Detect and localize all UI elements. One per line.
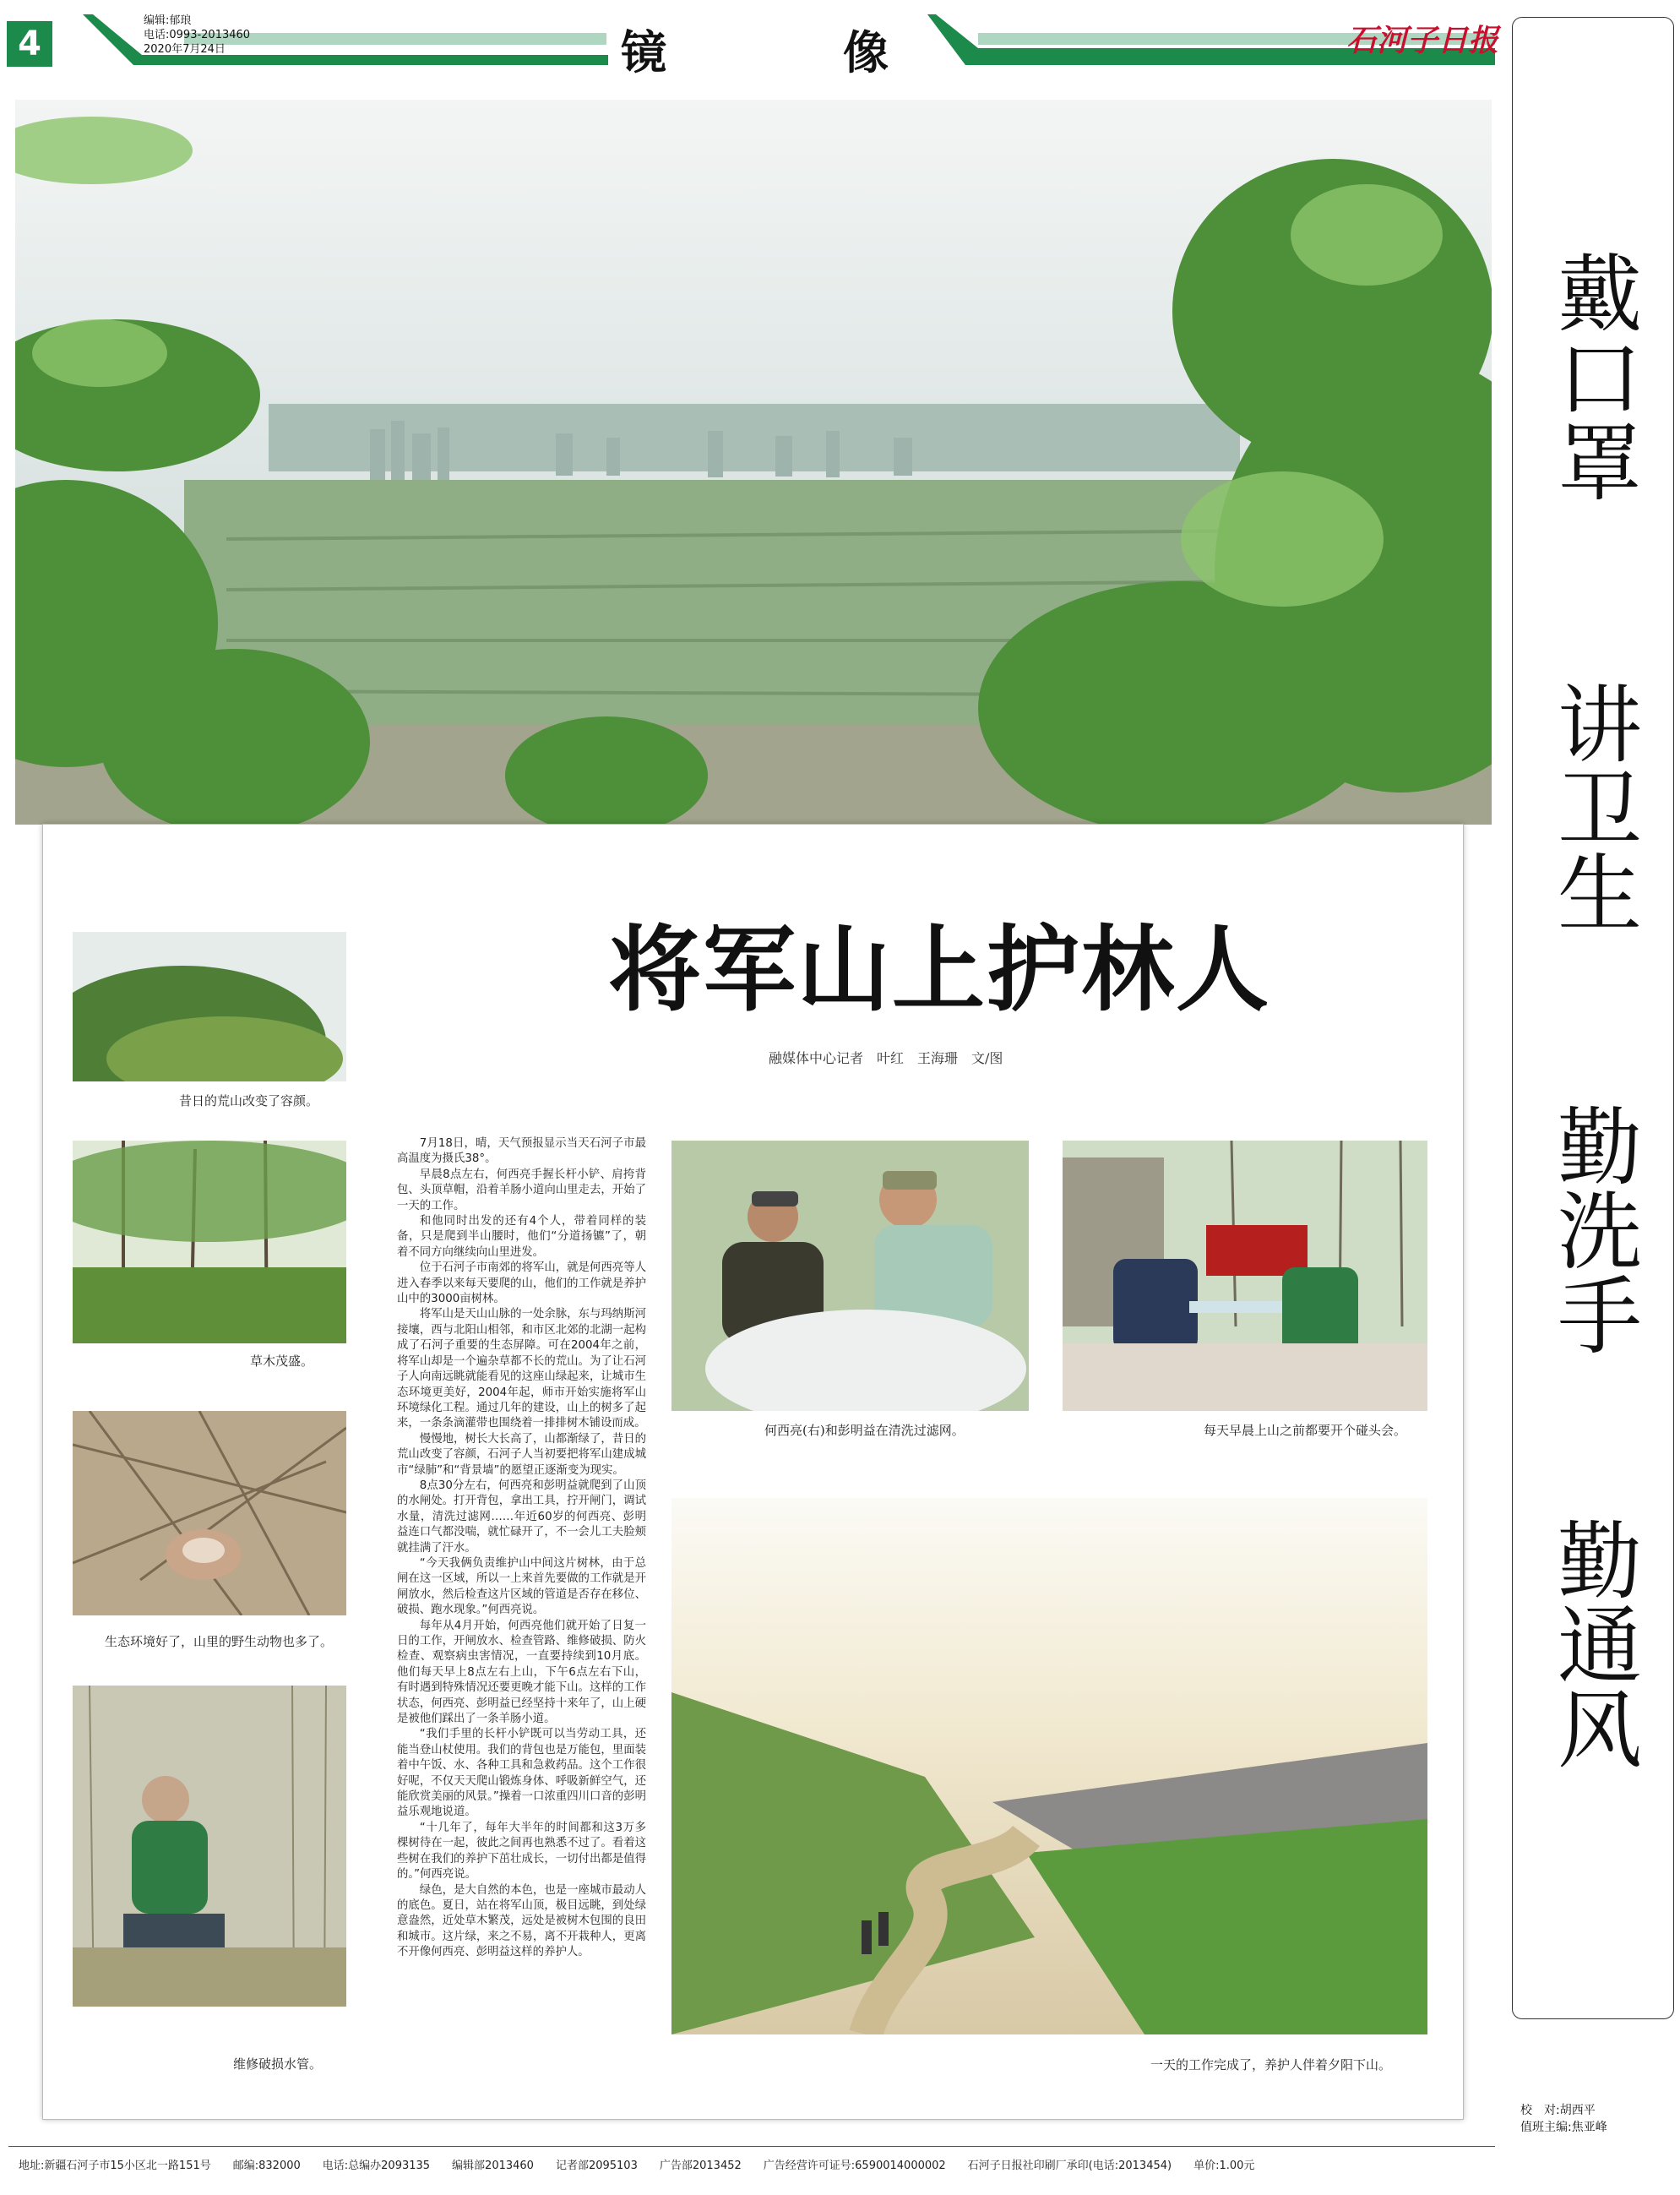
slogan-text: 勤洗手 <box>1543 1103 1642 1356</box>
cleaning-filter-photo <box>671 1141 1029 1411</box>
slogan-hygiene <box>1512 667 1672 946</box>
vegetation-photo <box>73 1141 346 1343</box>
paragraph: “十几年了，每年大半年的时间都和这3万多棵树待在一起，彼此之间再也熟悉不过了。看着这些树在我们的养护下茁壮成长，一切付出都是值得的。”何西亮说。 <box>397 1821 646 1882</box>
left-caption-3: 生态环境好了，山里的野生动物也多了。 <box>105 1634 334 1649</box>
footer-postcode: 邮编:832000 <box>232 2160 301 2172</box>
page-footer <box>8 2146 1495 2181</box>
footer-phone: 电话:总编办2093135 <box>322 2160 431 2172</box>
header-meta <box>144 14 250 57</box>
top-landscape-photo <box>15 100 1492 825</box>
paragraph: 早晨8点左右，何西亮手握长杆小铲、肩挎背包、头顶草帽，沿着羊肠小道向山里走去，开始了一天的工作。 <box>397 1168 646 1212</box>
footer-ad-license: 广告经营许可证号:6590014000002 <box>763 2160 946 2172</box>
paragraph: 8点30分左右，何西亮和彭明益就爬到了山顶的水闸处。打开背包，拿出工具，拧开闸门，调试水量，清洗过滤网……年近60岁的何西亮、彭明益连口气都没喘，就忙碌开了，不一会儿工夫脸颊就挂满了汗水。 <box>397 1479 646 1555</box>
paragraph: 绿色，是大自然的本色，也是一座城市最动人的底色。夏日，站在将军山顶，极目远眺，到处绿意盎然，近处草木繁茂，远处是被树木包围的良田和城市。这片绿，来之不易，离不开栽种人，更离不开像何西亮、彭明益这样的养护人。 <box>397 1883 646 1959</box>
phone-text: 电话:0993-2013460 <box>144 29 251 41</box>
footer-ads: 广告部2013452 <box>659 2160 742 2172</box>
barren-mountain-photo <box>73 932 346 1081</box>
wildlife-photo <box>73 1411 346 1615</box>
sunset-path-photo <box>671 1498 1427 2034</box>
repair-pipe-photo <box>73 1686 346 2007</box>
slogan-wash-hands <box>1512 1090 1672 1369</box>
chief-editor-text: 值班主编:焦亚峰 <box>1520 2121 1607 2134</box>
big-photo-caption: 一天的工作完成了，养护人伴着夕阳下山。 <box>1150 2057 1392 2072</box>
paragraph: 将军山是天山山脉的一处余脉，东与玛纳斯河接壤，西与北阳山相邻，和市区北郊的北湖一起构成了石河子重要的生态屏障。可在2004年之前，将军山却是一个遍杂草都不长的荒山。为了让石河子人向南远眺就能看见的这座山绿起来，让城市生态环境更美好，2004年起，师市开始实施将军山环境绿化工程。通过几年的建设，山上的树多了起来，一条条滴灌带也围绕着一排排树木铺设而成。 <box>397 1308 646 1430</box>
paragraph: 每年从4月开始，何西亮他们就开始了日复一日的工作，开闸放水、检查管路、维修破损、防火检查、观察病虫害情况，一直要持续到10月底。他们每天早上8点左右上山，下午6点左右下山，有时遇到特殊情况还要更晚才能下山。这样的工作状态，何西亮、彭明益已经坚持十来年了，山上硬是被他们踩出了一条羊肠小道。 <box>397 1619 646 1726</box>
slogan-wear-mask <box>1512 237 1672 515</box>
footer-editorial: 编辑部2013460 <box>452 2160 534 2172</box>
date-text: 2020年7月24日 <box>144 43 226 56</box>
footer-printer: 石河子日报社印刷厂承印(电话:2013454) <box>967 2160 1172 2172</box>
left-caption-4: 维修破损水管。 <box>233 2056 323 2072</box>
left-caption-2: 草木茂盛。 <box>250 1353 314 1369</box>
article-byline: 融媒体中心记者 叶红 王海珊 文/图 <box>769 1050 1003 1066</box>
paragraph: 位于石河子市南郊的将军山，就是何西亮等人进入春季以来每天要爬的山，他们的工作就是养护山中的3000亩树林。 <box>397 1261 646 1306</box>
mid-caption-2: 每天早晨上山之前都要开个碰头会。 <box>1204 1423 1407 1438</box>
editor-text: 编辑:郁琅 <box>144 14 192 27</box>
article-headline: 将军山上护林人 <box>608 915 1270 1024</box>
footer-reporters: 记者部2095103 <box>555 2160 638 2172</box>
slogan-ventilation <box>1512 1504 1672 1783</box>
footer-price: 单价:1.00元 <box>1193 2160 1255 2172</box>
editor-credits <box>1520 2102 1607 2136</box>
paragraph: 和他同时出发的还有4个人，带着同样的装备，只是爬到半山腰时，他们“分道扬镳”了，朝着不同方向继续向山里进发。 <box>397 1215 646 1259</box>
left-caption-1: 昔日的荒山改变了容颜。 <box>179 1093 319 1108</box>
header-band <box>83 14 1495 65</box>
section-title-char-1: 镜 <box>621 25 666 79</box>
slogan-text: 讲卫生 <box>1543 680 1642 934</box>
slogan-text: 勤通风 <box>1543 1517 1642 1770</box>
mid-caption-1: 何西亮(右)和彭明益在清洗过滤网。 <box>764 1423 965 1438</box>
section-title-char-2: 像 <box>843 25 889 79</box>
article-body <box>397 1136 646 1961</box>
page-number: 4 <box>7 21 52 67</box>
paragraph: 慢慢地，树长大长高了，山都渐绿了，昔日的荒山改变了容颜，石河子人当初要把将军山建成城市“绿肺”和“背景墙”的愿望正逐渐变为现实。 <box>397 1432 646 1477</box>
paragraph: 7月18日，晴，天气预报显示当天石河子市最高温度为摄氏38°。 <box>397 1137 646 1166</box>
proofreader-text: 校 对:胡西平 <box>1520 2104 1596 2117</box>
paragraph: “今天我俩负责维护山中间这片树林，由于总闸在这一区域，所以一上来首先要做的工作就是开闸放水，然后检查这片区域的管道是否存在移位、破损、跑水现象。”何西亮说。 <box>397 1556 646 1617</box>
footer-address: 地址:新疆石河子市15小区北一路151号 <box>19 2160 211 2172</box>
masthead-logo: 石河子日报 <box>1346 23 1499 58</box>
paragraph: “我们手里的长杆小铲既可以当劳动工具，还能当登山杖使用。我们的背包也是万能包，里面装着中午饭、水、各种工具和急救药品。这个工作很好呢，不仅天天爬山锻炼身体、呼吸新鲜空气，还能欣赏美丽的风景。”操着一口浓重四川口音的彭明益乐观地说道。 <box>397 1728 646 1819</box>
slogan-text: 戴口罩 <box>1543 249 1642 503</box>
meeting-photo <box>1063 1141 1427 1411</box>
